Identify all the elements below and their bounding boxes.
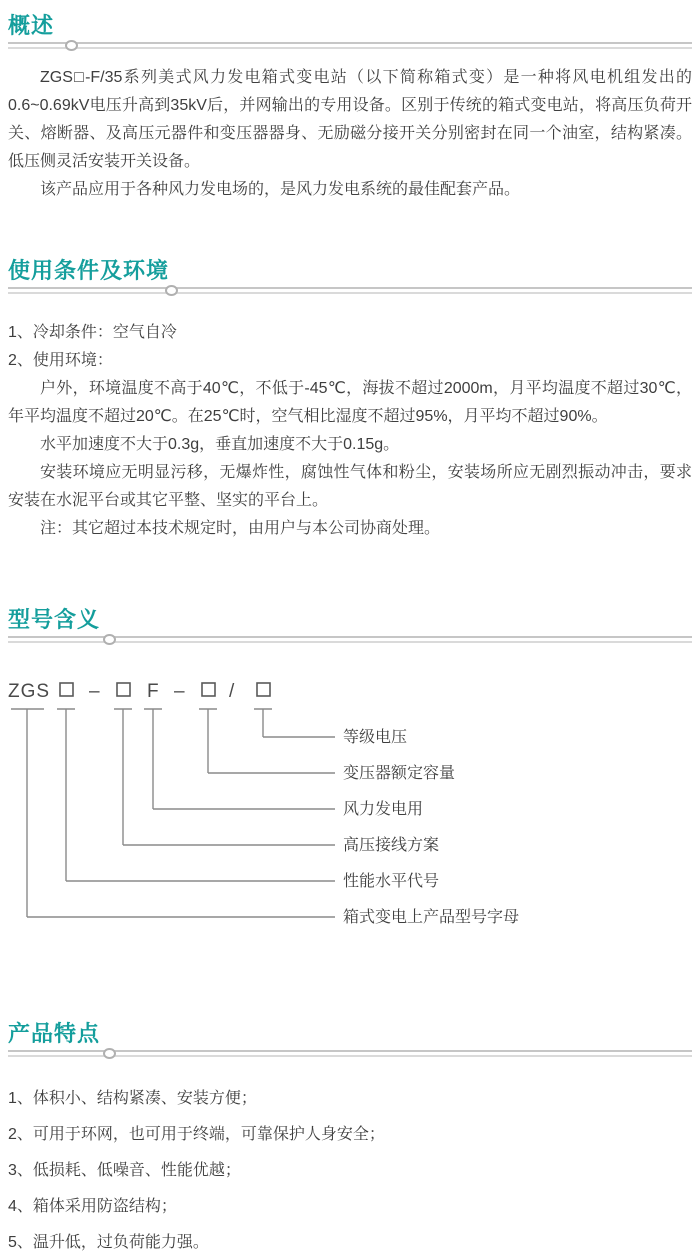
conditions-body: [8, 319, 692, 543]
section-divider: [8, 1050, 692, 1057]
divider-knob-icon: [165, 285, 178, 296]
section-conditions: [0, 258, 700, 543]
feature-item: 2、可用于环网，也可用于终端，可靠保护人身安全；: [8, 1126, 385, 1143]
model-label: 等级电压: [343, 729, 408, 746]
section-features: [0, 1021, 700, 1257]
model-label: 性能水平代号: [343, 873, 440, 890]
condition-line: 注：其它超过本技术规定时，由用户与本公司协商处理。: [40, 520, 441, 537]
section-title-features: 产品特点: [8, 1021, 101, 1046]
condition-line: 1、冷却条件：空气自冷: [8, 324, 177, 341]
divider-knob-icon: [103, 1048, 116, 1059]
condition-line: 2、使用环境：: [8, 352, 113, 369]
model-part-dash: –: [89, 681, 101, 702]
section-divider: [8, 636, 692, 643]
condition-line: 安装环境应无明显污移，无爆炸性，腐蚀性气体和粉尘，安装场所应无剧烈振动冲击，要求安装在水泥平台或其它平整、坚实的平台上。: [8, 464, 692, 509]
model-part-f: F: [147, 681, 160, 702]
section-title-model: 型号含义: [8, 607, 101, 632]
model-label: 风力发电用: [343, 801, 424, 818]
model-box-icon: [202, 683, 215, 696]
overview-paragraph: ZGS□-F/35系列美式风力发电箱式变电站（以下简称箱式变）是一种将风电机组发出的0.6~0.69kV电压升高到35kV后，并网输出的专用设备。区别于传统的箱式变电站，将高压负荷开关、熔断器、及高压元器件和变压器器身、无励磁分接开关分别密封在同一个油室，结构紧凑。低压侧灵活安装开关设备。: [8, 69, 692, 170]
overview-paragraph: 该产品应用于各种风力发电场的，是风力发电系统的最佳配套产品。: [40, 181, 521, 198]
model-label: 变压器额定容量: [343, 765, 456, 782]
model-part-dash: –: [174, 681, 186, 702]
model-box-icon: [60, 683, 73, 696]
feature-item: 4、箱体采用防盗结构；: [8, 1198, 177, 1215]
model-part-zgs: ZGS: [8, 681, 51, 702]
model-label: 高压接线方案: [343, 837, 440, 854]
model-code-diagram: [8, 676, 692, 936]
features-list: [8, 1085, 692, 1257]
section-divider: [8, 287, 692, 294]
divider-knob-icon: [65, 40, 78, 51]
section-title-overview: 概述: [8, 13, 55, 38]
model-label: 箱式变电上产品型号字母: [343, 909, 520, 926]
overview-body: [8, 64, 692, 204]
condition-line: 户外，环境温度不高于40℃，不低于-45℃，海拔不超过2000m，月平均温度不超过30℃，年平均温度不超过20℃。在25℃时，空气相比湿度不超过95%，月平均不超过90%。: [8, 380, 692, 425]
feature-item: 3、低损耗、低噪音、性能优越；: [8, 1162, 241, 1179]
feature-item: 1、体积小、结构紧凑、安装方便；: [8, 1090, 257, 1107]
model-box-icon: [257, 683, 270, 696]
section-title-conditions: 使用条件及环境: [8, 258, 170, 283]
section-divider: [8, 42, 692, 49]
model-part-slash: /: [229, 681, 236, 702]
section-overview: [0, 13, 700, 204]
divider-knob-icon: [103, 634, 116, 645]
feature-item: 5、温升低，过负荷能力强。: [8, 1234, 209, 1251]
condition-line: 水平加速度不大于0.3g，垂直加速度不大于0.15g。: [40, 436, 400, 453]
model-box-icon: [117, 683, 130, 696]
section-model-meaning: [0, 607, 700, 936]
